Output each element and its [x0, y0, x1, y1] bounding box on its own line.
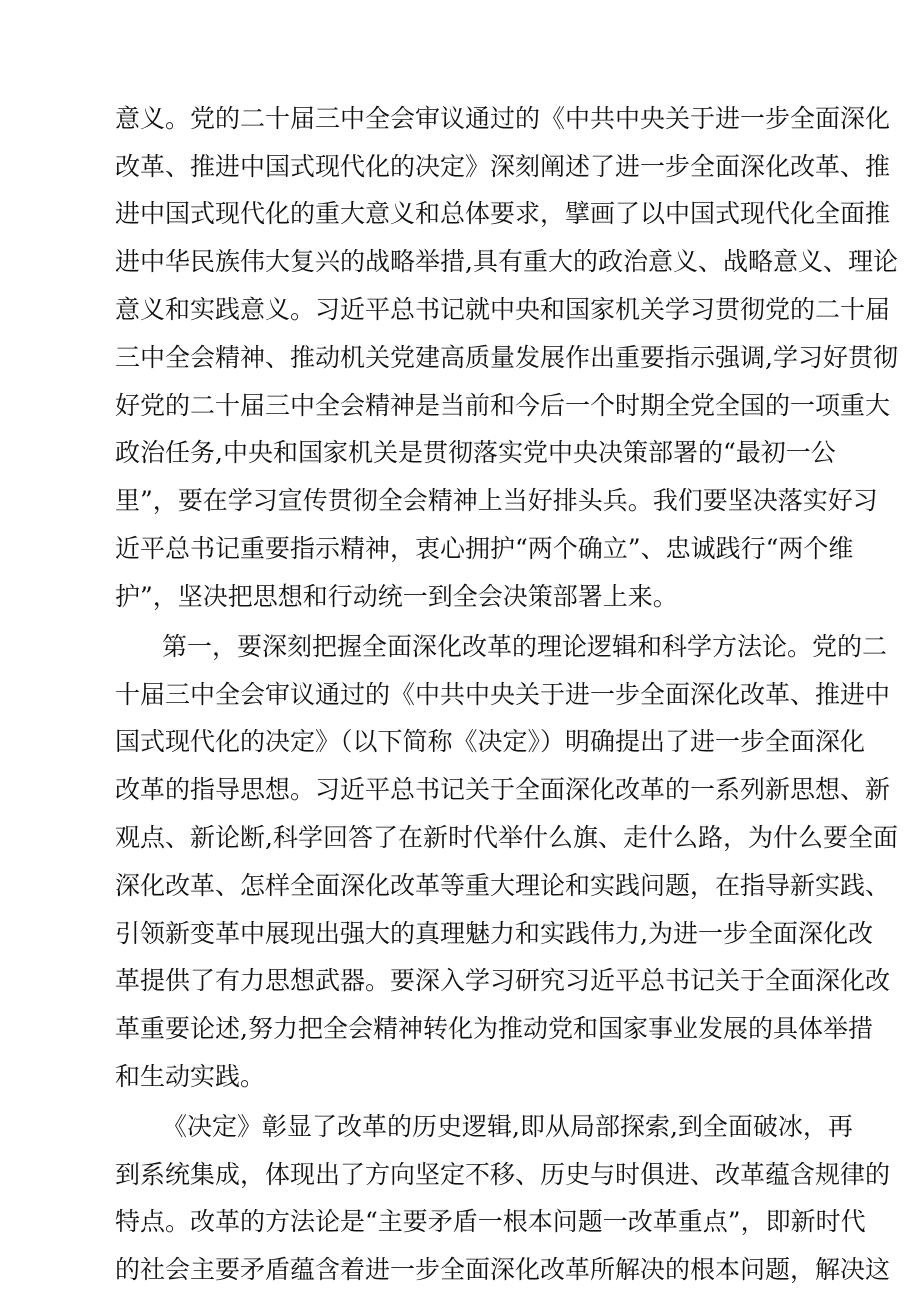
text-line: 革提供了有力思想武器。要深入学习研究习近平总书记关于全面深化改: [115, 966, 891, 995]
text-line: 护”，坚决把思想和行动统一到全会决策部署上来。: [115, 582, 678, 611]
text-line: 《决定》彰显了改革的历史逻辑,即从局部探索,到全面破冰，再: [162, 1112, 853, 1141]
text-line: 的社会主要矛盾蕴含着进一步全面深化改革所解决的根本问题，解决这: [115, 1255, 891, 1284]
text-line: 好党的二十届三中全会精神是当前和今后一个时期全党全国的一项重大: [115, 391, 891, 420]
text-line: 到系统集成，体现出了方向坚定不移、历史与时俱进、改革蕴含规律的: [115, 1160, 891, 1189]
text-line: 近平总书记重要指示精神，衷心拥护“两个确立”、忠诚践行“两个维: [115, 534, 854, 563]
text-line: 国式现代化的决定》（以下简称《决定》）明确提出了进一步全面深化: [115, 727, 866, 756]
text-line: 特点。改革的方法论是“主要矛盾一根本问题一改革重点”，即新时代: [115, 1207, 866, 1236]
text-line: 进中国式现代化的重大意义和总体要求，擘画了以中国式现代化全面推: [115, 199, 891, 228]
text-line: 引领新变革中展现出强大的真理魅力和实践伟力,为进一步全面深化改: [115, 919, 873, 948]
text-line: 第一，要深刻把握全面深化改革的理论逻辑和科学方法论。党的二: [162, 632, 888, 661]
text-line: 革重要论述,努力把全会精神转化为推动党和国家事业发展的具体举措: [115, 1014, 873, 1043]
text-line: 政治任务,中央和国家机关是贯彻落实党中央决策部署的“最初一公: [115, 438, 836, 467]
text-line: 里”，要在学习宣传贯彻全会精神上当好排头兵。我们要坚决落实好习: [115, 486, 878, 515]
text-line: 深化改革、怎样全面深化改革等重大理论和实践问题，在指导新实践、: [115, 871, 891, 900]
text-line: 进中华民族伟大复兴的战略举措,具有重大的政治意义、战略意义、理论: [115, 247, 898, 276]
text-line: 十届三中全会审议通过的《中共中央关于进一步全面深化改革、推进中: [115, 680, 891, 709]
text-line: 观点、新论断,科学回答了在新时代举什么旗、走什么路，为什么要全面: [115, 823, 898, 852]
text-line: 和生动实践。: [115, 1062, 266, 1091]
text-line: 改革的指导思想。习近平总书记关于全面深化改革的一系列新思想、新: [115, 775, 891, 804]
text-line: 改革、推进中国式现代化的决定》深刻阐述了进一步全面深化改革、推: [115, 152, 891, 181]
text-line: 意义。党的二十届三中全会审议通过的《中共中央关于进一步全面深化: [115, 104, 891, 133]
text-line: 意义和实践意义。习近平总书记就中央和国家机关学习贯彻党的二十届: [115, 295, 891, 324]
text-line: 三中全会精神、推动机关党建高质量发展作出重要指示强调,学习好贯彻: [115, 343, 898, 372]
